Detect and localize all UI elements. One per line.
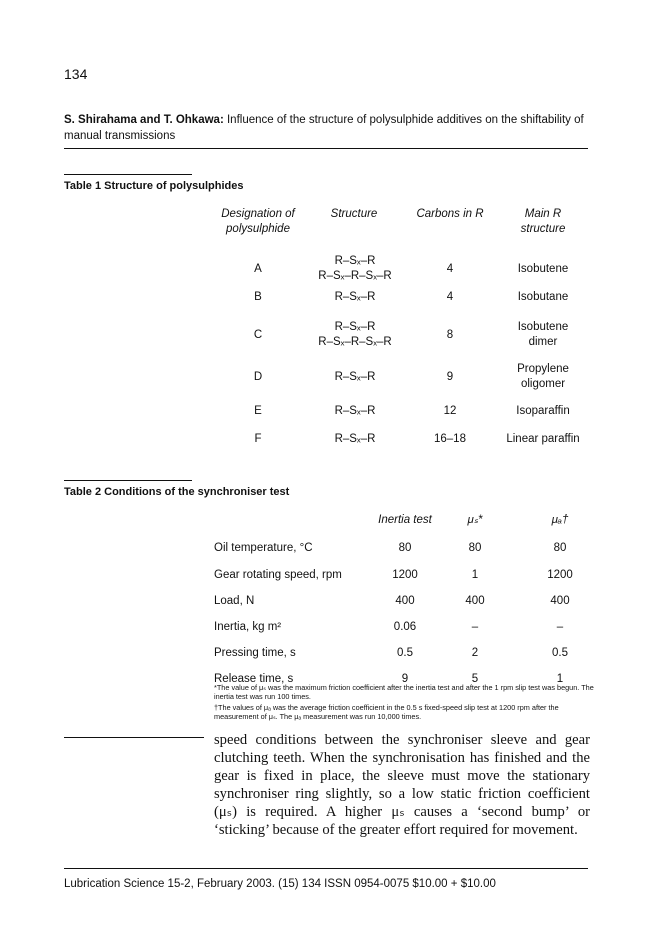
table1-cell-designation-line: F	[254, 433, 262, 445]
table1-cell-main	[496, 262, 590, 277]
table1-cell-structure-line: R–Sₓ–R–Sₓ–R	[318, 270, 392, 282]
table1-cell-designation-line: C	[253, 328, 263, 341]
table2-cell: 0.5	[397, 647, 413, 659]
table2-caption: Table 2 Conditions of the synchroniser test	[64, 486, 290, 498]
table1-cell-structure-line: R–Sₓ–R–Sₓ–R	[318, 336, 392, 348]
table2-cell: 80	[398, 542, 412, 554]
table1-cell-structure	[300, 320, 410, 350]
table2-footnote-2: †The values of μₐ was the average friction coefficient in the 0.5 s fixed-speed slip test at 1200 rpm after the measurement of μₛ. The μₐ measurement was run 10,000 times.	[214, 703, 559, 721]
table1-header-structure: Structure	[330, 208, 378, 220]
table1-cell-designation-line: A	[254, 262, 262, 275]
table1-cell-structure-line: R–Sₓ–R	[334, 405, 376, 417]
header-title: Influence of the structure of polysulphide additives on the shiftability of manual transmissions	[64, 114, 584, 142]
table1-cell-carbons	[400, 328, 500, 343]
table1-cell-structure	[300, 404, 410, 419]
table1-cell-structure-line: R–Sₓ–R	[334, 433, 376, 445]
table1-cell-main	[496, 362, 590, 392]
table1-caption-rule	[64, 174, 192, 175]
table2-cell: 400	[465, 595, 485, 607]
table1-cell-structure	[300, 290, 410, 305]
table1-cell-structure-line: R–Sₓ–R	[334, 321, 376, 333]
table2-cell: 0.06	[393, 621, 417, 633]
table2-row-label: Release time, s	[214, 673, 294, 685]
header-rule	[64, 148, 588, 149]
table1-cell-designation	[208, 328, 308, 343]
table2-footnote-1: *The value of μₛ was the maximum friction coefficient after the inertia test and after the 1 rpm slip test was begun. The inertia test was run 100 times.	[214, 683, 594, 701]
table2-row-label: Load, N	[214, 595, 255, 607]
table1-header-main: Main R structure	[520, 208, 566, 235]
page-number: 134	[64, 66, 88, 82]
body-paragraph: speed conditions between the synchroniser sleeve and gear clutching teeth. When the synchronisation has finished and the gear is fixed in place, the sleeve must move the stationary synchroniser ring slightly, so a low static friction coefficient (μₛ) is required. A higher μₛ causes a ‘second bump’ or ‘sticking’ because of the greater effort required for movement.	[214, 732, 590, 838]
table1-cell-structure-line: R–Sₓ–R	[334, 255, 376, 267]
table2-cell: 1200	[547, 569, 573, 581]
table2-row-label: Gear rotating speed, rpm	[214, 569, 342, 581]
table1-cell-carbons-line: 4	[446, 262, 454, 275]
table1-cell-designation-line: B	[254, 291, 262, 303]
table1-cell-main-line: Linear paraffin	[506, 433, 580, 445]
table1-cell-main-line: Isoparaffin	[516, 405, 570, 417]
table1-cell-designation	[208, 432, 308, 447]
footer-rule	[64, 868, 588, 869]
table2-header-mus: μₛ*	[467, 514, 483, 526]
table1-cell-structure	[300, 370, 410, 385]
table1-cell-main-line: Isobutane	[517, 291, 569, 303]
table2-cell: 80	[468, 542, 482, 554]
table2-header-mud: μₐ†	[551, 514, 569, 526]
table1-cell-carbons-line: 9	[446, 370, 454, 383]
running-header	[64, 112, 588, 144]
table1-cell-main	[496, 432, 590, 447]
table1-cell-main	[496, 320, 590, 350]
table1-cell-designation	[208, 404, 308, 419]
table1-cell-main-line: Propylene	[517, 363, 569, 375]
table1-header-designation: Designation of polysulphide	[221, 208, 295, 235]
table1-cell-carbons-line: 12	[443, 405, 457, 417]
body-left-rule	[64, 737, 204, 738]
table1-cell-main	[496, 290, 590, 305]
table2-cell: 400	[395, 595, 415, 607]
table1-cell-designation-line: D	[253, 370, 263, 383]
table1-cell-main-line: Isobutene	[517, 321, 569, 333]
table2-caption-rule	[64, 480, 192, 481]
table2-header-inertia: Inertia test	[378, 514, 432, 526]
table2-cell: 0.5	[552, 647, 568, 659]
table2-cell: 1	[556, 673, 564, 685]
header-authors: S. Shirahama and T. Ohkawa:	[64, 114, 224, 126]
table1-cell-main-line: oligomer	[520, 378, 566, 390]
table1-cell-carbons	[400, 262, 500, 277]
table1-cell-structure-line: R–Sₓ–R	[334, 291, 376, 303]
table1-cell-carbons	[400, 432, 500, 447]
table2-row-label: Pressing time, s	[214, 647, 296, 659]
table1-cell-carbons-line: 4	[446, 291, 454, 303]
table1-cell-carbons	[400, 404, 500, 419]
table1-cell-main-line: Isobutene	[517, 262, 569, 275]
table2-cell: 80	[553, 542, 567, 554]
page-footer: Lubrication Science 15-2, February 2003. (15) 134 ISSN 0954-0075 $10.00 + $10.00	[64, 878, 496, 890]
table1-cell-designation-line: E	[254, 405, 262, 417]
table1-cell-designation	[208, 370, 308, 385]
table2-cell: 1	[471, 569, 479, 581]
table2-cell: –	[471, 621, 479, 633]
table1-cell-carbons	[400, 370, 500, 385]
table2-cell: 9	[401, 673, 409, 685]
table1-cell-designation	[208, 290, 308, 305]
table2-cell: –	[556, 621, 564, 633]
table2-row-label: Inertia, kg m²	[214, 621, 282, 633]
table1-header-carbons: Carbons in R	[416, 208, 484, 220]
table1-cell-structure	[300, 432, 410, 447]
table1-cell-carbons	[400, 290, 500, 305]
table1-cell-main-line: dimer	[528, 336, 558, 348]
table2-cell: 5	[471, 673, 479, 685]
table2-cell: 1200	[392, 569, 418, 581]
table1-cell-carbons-line: 16–18	[434, 433, 466, 445]
table2-cell: 400	[550, 595, 570, 607]
table1-cell-main	[496, 404, 590, 419]
table2-row-label: Oil temperature, °C	[214, 542, 313, 554]
table1-caption: Table 1 Structure of polysulphides	[64, 180, 244, 192]
table1-cell-structure-line: R–Sₓ–R	[334, 370, 376, 383]
table1-cell-designation	[208, 262, 308, 277]
table1-cell-carbons-line: 8	[446, 328, 454, 341]
table1-cell-structure	[300, 254, 410, 284]
table2-cell: 2	[471, 647, 479, 659]
